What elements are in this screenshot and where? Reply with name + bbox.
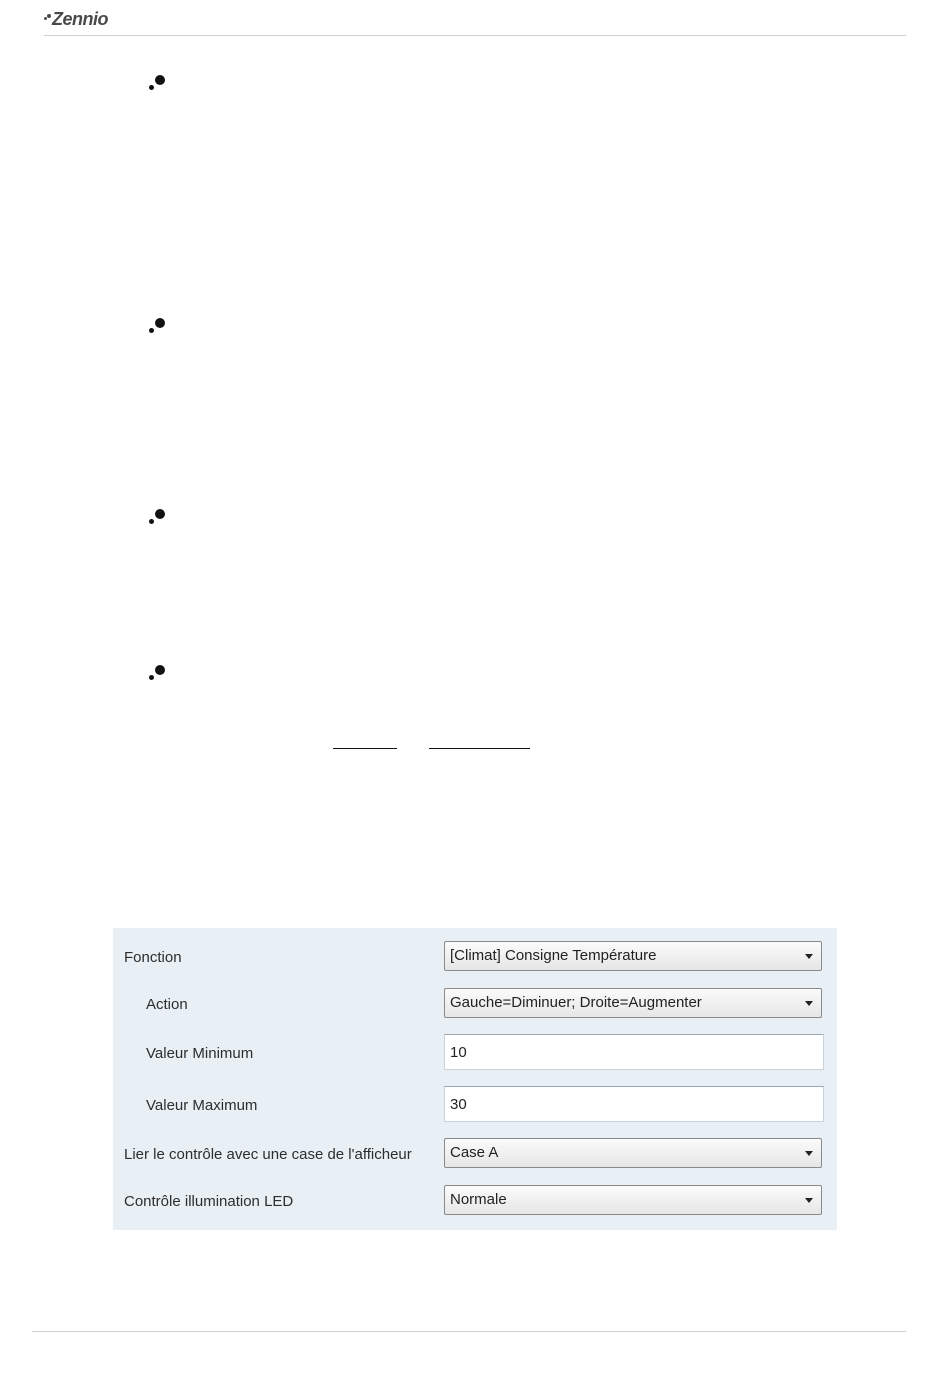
param-label: Contrôle illumination LED [124,1193,294,1210]
parameter-panel [113,928,837,1230]
zennio-logo-dots-icon [44,14,52,22]
led-illumination-select[interactable] [444,1185,822,1215]
valeur-minimum-input[interactable] [444,1034,824,1070]
bullet-dot-icon [149,509,167,527]
header-divider [44,35,906,36]
bullet-dot-icon [149,75,167,93]
chevron-down-icon [805,1198,813,1203]
chevron-down-icon [805,954,813,959]
input-value: 10 [450,1044,467,1061]
action-select[interactable] [444,988,822,1018]
param-label: Valeur Maximum [146,1097,258,1114]
select-value: [Climat] Consigne Température [450,947,657,964]
chevron-down-icon [805,1001,813,1006]
param-label: Action [146,996,188,1013]
underline-mark [429,748,530,749]
brand-name: Zennio [52,9,108,29]
select-value: Gauche=Diminuer; Droite=Augmenter [450,994,702,1011]
param-label: Lier le contrôle avec une case de l'afficheur [124,1146,412,1163]
footer-divider [32,1331,906,1332]
select-value: Case A [450,1144,499,1161]
select-value: Normale [450,1191,507,1208]
bullet-dot-icon [149,318,167,336]
lier-case-select[interactable] [444,1138,822,1168]
chevron-down-icon [805,1151,813,1156]
input-value: 30 [450,1096,467,1113]
underline-mark [333,748,397,749]
param-label: Fonction [124,949,182,966]
param-label: Valeur Minimum [146,1045,254,1062]
valeur-maximum-input[interactable] [444,1086,824,1122]
fonction-select[interactable] [444,941,822,971]
bullet-dot-icon [149,665,167,683]
